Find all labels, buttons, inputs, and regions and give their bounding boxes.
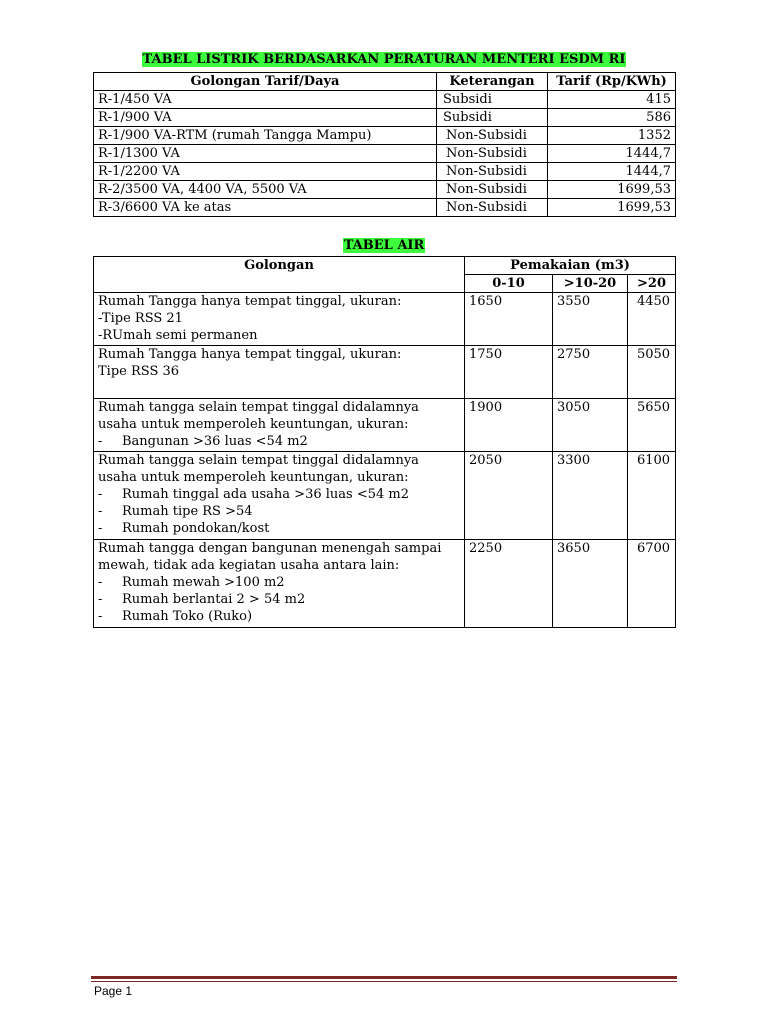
tarif-cell: 1444,7	[548, 145, 676, 163]
bullet-item	[98, 503, 460, 520]
bullet-item	[98, 486, 460, 503]
bullet-text: Rumah Toko (Ruko)	[122, 609, 253, 624]
tariff-value-cell: 6100	[628, 452, 676, 540]
bullet-marker: -	[98, 504, 103, 519]
keterangan-cell: Non-Subsidi	[437, 199, 548, 217]
tariff-value-cell: 2050	[465, 452, 553, 540]
table-row	[94, 91, 676, 109]
bullet-item	[98, 520, 460, 537]
keterangan-cell: Subsidi	[437, 91, 548, 109]
table-row	[94, 127, 676, 145]
column-header-keterangan: Keterangan	[437, 73, 548, 91]
table-row	[94, 145, 676, 163]
tariff-value-cell: 5650	[628, 399, 676, 452]
bullet-marker: -	[98, 434, 103, 449]
golongan-description-cell	[94, 293, 465, 346]
footer-rule-thick	[91, 976, 677, 979]
tariff-value-cell: 1650	[465, 293, 553, 346]
bullet-marker: -	[98, 592, 103, 607]
table-row	[94, 346, 676, 399]
electricity-table-title	[0, 52, 768, 68]
tarif-cell: 415	[548, 91, 676, 109]
range-header-0-10: 0-10	[465, 275, 553, 293]
bullet-marker: -	[98, 487, 103, 502]
bullet-marker: -	[98, 609, 103, 624]
page-number: Page 1	[94, 984, 133, 998]
tariff-value-cell: 3300	[553, 452, 628, 540]
tariff-value-cell: 3050	[553, 399, 628, 452]
bullet-text: Bangunan >36 luas <54 m2	[122, 434, 308, 449]
tariff-value-cell: 4450	[628, 293, 676, 346]
bullet-text: Rumah mewah >100 m2	[122, 575, 285, 590]
tarif-cell: 1699,53	[548, 181, 676, 199]
description-line: Tipe RSS 36	[98, 364, 180, 379]
range-header-10-20: >10-20	[553, 275, 628, 293]
bullet-item	[98, 574, 460, 591]
bullet-text: Rumah tinggal ada usaha >36 luas <54 m2	[122, 487, 410, 502]
range-header-20-plus: >20	[628, 275, 676, 293]
golongan-cell: R-1/450 VA	[94, 91, 437, 109]
tariff-value-cell: 1900	[465, 399, 553, 452]
tarif-cell: 1699,53	[548, 199, 676, 217]
keterangan-cell: Non-Subsidi	[437, 145, 548, 163]
tariff-value-cell: 2750	[553, 346, 628, 399]
golongan-cell: R-3/6600 VA ke atas	[94, 199, 437, 217]
tariff-value-cell: 3550	[553, 293, 628, 346]
golongan-description-cell	[94, 399, 465, 452]
column-header-tarif: Tarif (Rp/KWh)	[548, 73, 676, 91]
table-row	[94, 293, 676, 346]
keterangan-cell: Non-Subsidi	[437, 163, 548, 181]
keterangan-cell: Subsidi	[437, 109, 548, 127]
table-header-row	[94, 257, 676, 275]
bullet-text: Rumah tipe RS >54	[122, 504, 253, 519]
table-row	[94, 109, 676, 127]
table-row	[94, 540, 676, 628]
keterangan-cell: Non-Subsidi	[437, 127, 548, 145]
description-line: usaha untuk memperoleh keuntungan, ukuran:	[98, 470, 409, 485]
description-line: -Tipe RSS 21	[98, 311, 183, 326]
golongan-cell: R-1/1300 VA	[94, 145, 437, 163]
footer-rule-thin	[91, 981, 677, 982]
golongan-description-cell	[94, 346, 465, 399]
description-line: Rumah tangga selain tempat tinggal didalamnya	[98, 400, 419, 415]
description-line: -RUmah semi permanen	[98, 328, 258, 343]
tariff-value-cell: 6700	[628, 540, 676, 628]
description-line: Rumah tangga selain tempat tinggal didalamnya	[98, 453, 419, 468]
golongan-description-cell	[94, 540, 465, 628]
water-tariff-table	[93, 256, 676, 628]
description-line: Rumah Tangga hanya tempat tinggal, ukuran:	[98, 294, 402, 309]
column-header-golongan: Golongan Tarif/Daya	[94, 73, 437, 91]
bullet-item	[98, 608, 460, 625]
table-header-row	[94, 73, 676, 91]
keterangan-cell: Non-Subsidi	[437, 181, 548, 199]
tariff-value-cell: 2250	[465, 540, 553, 628]
bullet-text: Rumah pondokan/kost	[122, 521, 270, 536]
bullet-marker: -	[98, 575, 103, 590]
bullet-marker: -	[98, 521, 103, 536]
tarif-cell: 1352	[548, 127, 676, 145]
table-row	[94, 199, 676, 217]
golongan-cell: R-2/3500 VA, 4400 VA, 5500 VA	[94, 181, 437, 199]
tariff-value-cell: 1750	[465, 346, 553, 399]
water-table-title	[0, 238, 768, 254]
table-row	[94, 163, 676, 181]
golongan-cell: R-1/900 VA	[94, 109, 437, 127]
golongan-cell: R-1/900 VA-RTM (rumah Tangga Mampu)	[94, 127, 437, 145]
water-table-title-text: TABEL AIR	[343, 238, 425, 253]
tariff-value-cell: 3650	[553, 540, 628, 628]
bullet-item	[98, 433, 460, 450]
description-line: Rumah Tangga hanya tempat tinggal, ukuran:	[98, 347, 402, 362]
electricity-table-title-text: TABEL LISTRIK BERDASARKAN PERATURAN MENTERI ESDM RI	[142, 52, 626, 67]
electricity-tariff-table	[93, 72, 676, 217]
tarif-cell: 586	[548, 109, 676, 127]
description-line: usaha untuk memperoleh keuntungan, ukuran:	[98, 417, 409, 432]
table-row	[94, 452, 676, 540]
tariff-value-cell: 5050	[628, 346, 676, 399]
table-row	[94, 399, 676, 452]
column-header-golongan: Golongan	[94, 257, 465, 293]
table-row	[94, 181, 676, 199]
bullet-item	[98, 591, 460, 608]
column-header-pemakaian: Pemakaian (m3)	[465, 257, 676, 275]
golongan-description-cell	[94, 452, 465, 540]
tarif-cell: 1444,7	[548, 163, 676, 181]
bullet-text: Rumah berlantai 2 > 54 m2	[122, 592, 306, 607]
description-line: mewah, tidak ada kegiatan usaha antara lain:	[98, 558, 400, 573]
golongan-cell: R-1/2200 VA	[94, 163, 437, 181]
description-line: Rumah tangga dengan bangunan menengah sampai	[98, 541, 442, 556]
